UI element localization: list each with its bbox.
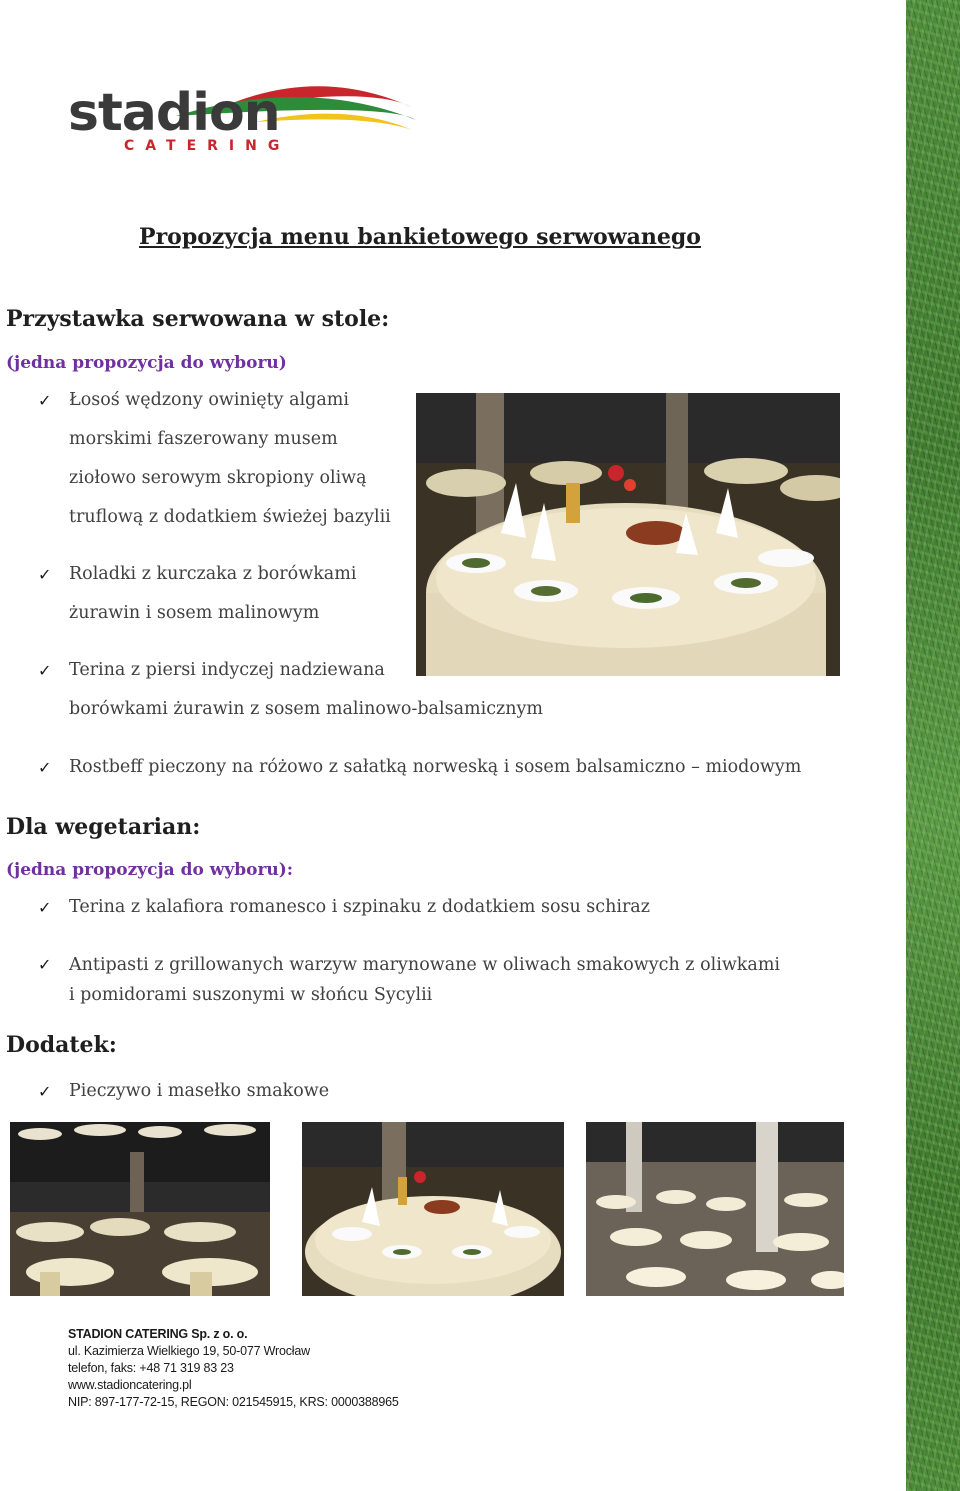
vegetarian-note: (jedna propozycja do wyboru): (6, 860, 294, 880)
checkmark-icon: ✓ (38, 758, 52, 777)
appetizer-note: (jedna propozycja do wyboru) (6, 353, 287, 373)
company-name: STADION CATERING Sp. z o. o. (68, 1327, 248, 1341)
list-item: ✓ Antipasti z grillowanych warzyw marynowane w oliwach smakowych z oliwkami i pomidorami suszonymi w słońcu Sycylii (38, 950, 780, 1010)
checkmark-icon: ✓ (38, 661, 52, 680)
table-setting-photo (302, 1122, 564, 1296)
extra-heading: Dodatek: (6, 1032, 117, 1058)
footer-contact (68, 1326, 399, 1411)
grass-border (906, 0, 960, 1491)
appetizer-heading: Przystawka serwowana w stole: (6, 306, 390, 332)
hall-photo-2 (586, 1122, 844, 1296)
svg-text:stadion: stadion (68, 83, 280, 143)
list-item: ✓ Terina z kalafiora romanesco i szpinaku z dodatkiem sosu schiraz (38, 888, 650, 927)
page-title: Propozycja menu bankietowego serwowanego (139, 224, 701, 250)
checkmark-icon: ✓ (38, 565, 52, 584)
company-website[interactable]: www.stadioncatering.pl (68, 1378, 192, 1392)
company-address: ul. Kazimierza Wielkiego 19, 50-077 Wrocław (68, 1344, 310, 1358)
svg-text:CATERING: CATERING (124, 138, 291, 154)
stadion-catering-logo (66, 72, 426, 162)
checkmark-icon: ✓ (38, 1082, 52, 1101)
banquet-table-photo (416, 393, 840, 676)
vegetarian-heading: Dla wegetarian: (6, 814, 201, 840)
list-item: ✓ Łosoś wędzony owinięty algami morskimi faszerowany musem ziołowo serowym skropiony oliwą truflową z dodatkiem świeżej bazylii (38, 381, 391, 537)
list-item: ✓ Terina z piersi indyczej nadziewana borówkami żurawin z sosem malinowo-balsamicznym (38, 651, 543, 729)
hall-photo-1 (10, 1122, 270, 1296)
company-phone: telefon, faks: +48 71 319 83 23 (68, 1361, 234, 1375)
list-item: ✓ Rostbeff pieczony na różowo z sałatką norweską i sosem balsamiczno – miodowym (38, 748, 801, 787)
checkmark-icon: ✓ (38, 898, 52, 917)
company-ids: NIP: 897-177-72-15, REGON: 021545915, KRS: 0000388965 (68, 1395, 399, 1409)
checkmark-icon: ✓ (38, 955, 52, 974)
list-item: ✓ Roladki z kurczaka z borówkami żurawin i sosem malinowym (38, 555, 356, 633)
list-item: ✓ Pieczywo i masełko smakowe (38, 1072, 329, 1111)
checkmark-icon: ✓ (38, 391, 52, 410)
